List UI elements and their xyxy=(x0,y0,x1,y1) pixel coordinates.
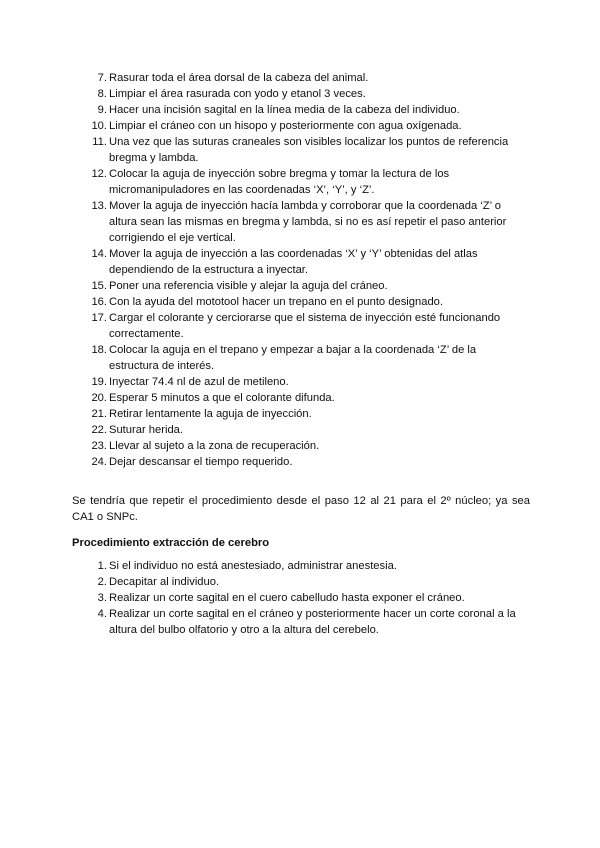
list-item xyxy=(91,294,521,310)
list-text: Retirar lentamente la aguja de inyección. xyxy=(109,408,312,420)
list-number: 15. xyxy=(91,280,107,292)
list-number: 3. xyxy=(97,592,107,604)
list-item xyxy=(91,310,521,342)
list-number: 17. xyxy=(91,312,107,324)
list-number: 7. xyxy=(97,72,107,84)
list-text: Rasurar toda el área dorsal de la cabeza del animal. xyxy=(109,72,369,84)
list-text: Esperar 5 minutos a que el colorante difunda. xyxy=(109,392,335,404)
list-text: Realizar un corte sagital en el cráneo y posteriormente hacer un corte coronal a la altura del bulbo olfatorio y otro a la altura del cerebelo. xyxy=(109,608,516,636)
list-item xyxy=(92,134,521,166)
list-item xyxy=(91,454,521,470)
list-text: Colocar la aguja de inyección sobre bregma y tomar la lectura de los micromanipuladores en las coordenadas ‘X’, ‘Y’, y ‘Z’. xyxy=(109,168,450,196)
list-text: Mover la aguja de inyección a las coordenadas ‘X’ y ‘Y’ obtenidas del atlas dependiendo de la estructura a inyectar. xyxy=(109,248,478,276)
list-item xyxy=(97,606,534,638)
list-item xyxy=(91,278,521,294)
list-text: Limpiar el área rasurada con yodo y etanol 3 veces. xyxy=(109,88,366,100)
list-number: 12. xyxy=(91,168,107,180)
list-item xyxy=(97,70,521,86)
list-text: Una vez que las suturas craneales son visibles localizar los puntos de referencia bregma y lambda. xyxy=(109,136,509,164)
list-number: 19. xyxy=(91,376,107,388)
list-text: Llevar al sujeto a la zona de recuperación. xyxy=(109,440,320,452)
list-text: Con la ayuda del mototool hacer un trepano en el punto designado. xyxy=(109,296,444,308)
list-number: 24. xyxy=(91,456,107,468)
list-text: Dejar descansar el tiempo requerido. xyxy=(109,456,293,468)
list-item xyxy=(97,86,521,102)
list-text: Inyectar 74.4 nl de azul de metileno. xyxy=(109,376,289,388)
list-item xyxy=(97,574,534,590)
list-number: 20. xyxy=(91,392,107,404)
list-item xyxy=(91,390,521,406)
list-number: 8. xyxy=(97,88,107,100)
list-text: Limpiar el cráneo con un hisopo y posteriormente con agua oxígenada. xyxy=(109,120,462,132)
list-item xyxy=(91,406,521,422)
list-number: 11. xyxy=(92,136,107,148)
list-text: Suturar herida. xyxy=(109,424,184,436)
list-number: 10. xyxy=(91,120,107,132)
repeat-note-paragraph: Se tendría que repetir el procedimiento desde el paso 12 al 21 para el 2º núcleo; ya sea CA1 o SNPc. xyxy=(72,495,530,523)
list-item xyxy=(91,342,521,374)
section-heading: Procedimiento extracción de cerebro xyxy=(72,537,270,549)
list-item xyxy=(91,166,521,198)
list-text: Mover la aguja de inyección hacía lambda y corroborar que la coordenada ‘Z’ o altura sean las mismas en bregma y lambda, si no es así repetir el paso anterior corrigiendo el eje vertical. xyxy=(109,200,507,244)
list-number: 21. xyxy=(91,408,107,420)
list-number: 16. xyxy=(91,296,107,308)
list-number: 2. xyxy=(97,576,107,588)
list-number: 14. xyxy=(91,248,107,260)
list-text: Si el individuo no está anestesiado, administrar anestesia. xyxy=(109,560,397,572)
list-item xyxy=(91,198,521,246)
extraction-steps-list xyxy=(97,558,534,638)
list-text: Colocar la aguja en el trepano y empezar a bajar a la coordenada ‘Z’ de la estructura de interés. xyxy=(109,344,477,372)
list-item xyxy=(91,118,521,134)
list-item xyxy=(91,438,521,454)
list-number: 18. xyxy=(91,344,107,356)
list-number: 13. xyxy=(91,200,107,212)
injection-steps-list xyxy=(91,70,521,470)
list-text: Poner una referencia visible y alejar la aguja del cráneo. xyxy=(109,280,388,292)
list-number: 4. xyxy=(97,608,107,620)
list-item xyxy=(91,422,521,438)
list-text: Cargar el colorante y cerciorarse que el sistema de inyección esté funcionando correctamente. xyxy=(109,312,501,340)
list-text: Hacer una incisión sagital en la línea media de la cabeza del individuo. xyxy=(109,104,460,116)
list-number: 9. xyxy=(97,104,107,116)
list-text: Decapitar al individuo. xyxy=(109,576,220,588)
list-item xyxy=(91,246,521,278)
list-item xyxy=(97,590,534,606)
list-number: 1. xyxy=(97,560,107,572)
list-number: 23. xyxy=(91,440,107,452)
list-item xyxy=(91,374,521,390)
list-text: Realizar un corte sagital en el cuero cabelludo hasta exponer el cráneo. xyxy=(109,592,465,604)
list-item xyxy=(97,558,534,574)
list-item xyxy=(97,102,521,118)
list-number: 22. xyxy=(91,424,107,436)
